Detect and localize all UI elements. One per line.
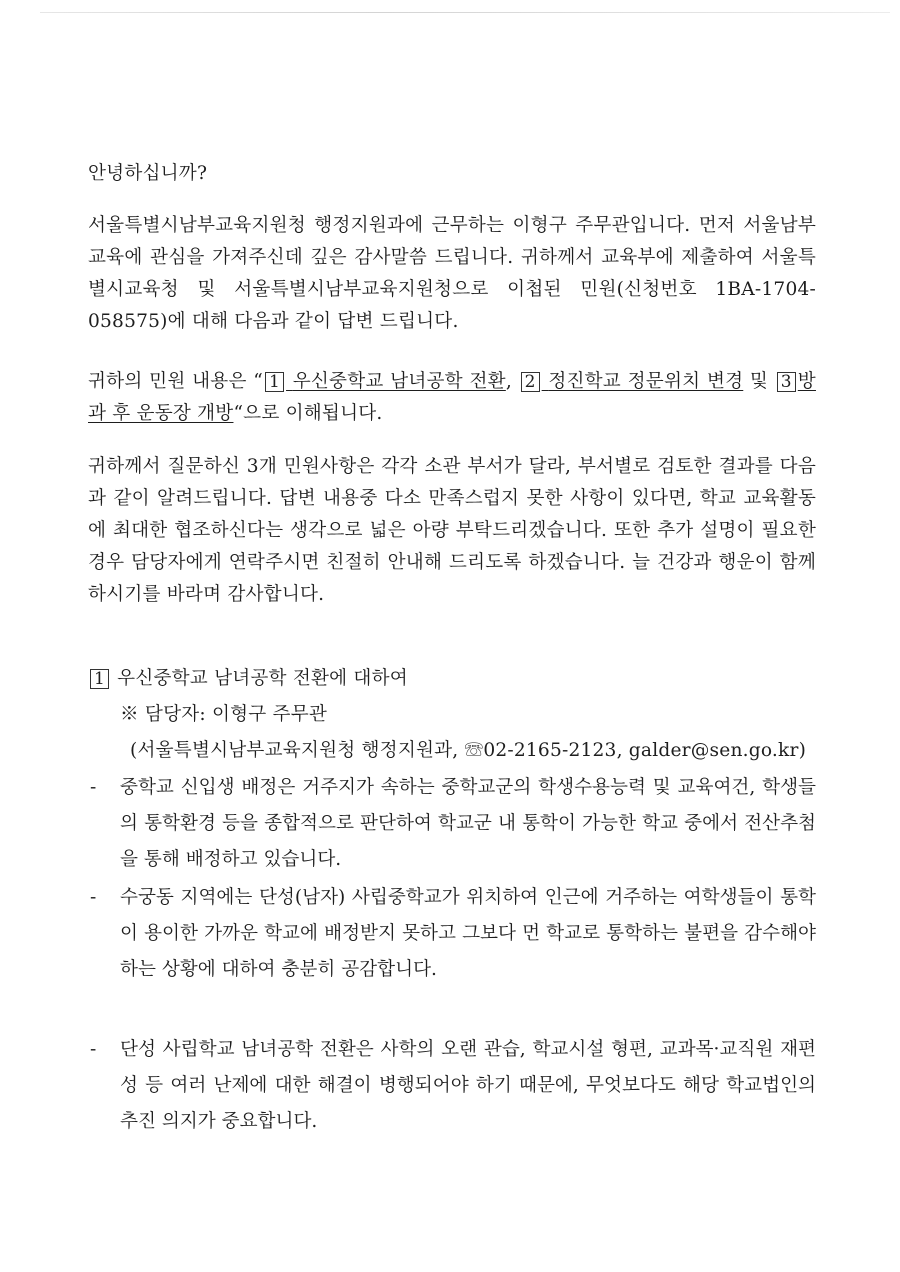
- bullet-item: [90, 1032, 816, 1140]
- bullet-text: 중학교 신입생 배정은 거주지가 속하는 중학교군의 학생수용능력 및 교육여건, 학생들의 통학환경 등을 종합적으로 판단하여 학교군 내 통학이 가능한 학교 중에서 전산추첨을 통해 배정하고 있습니다.: [120, 777, 816, 870]
- bullet-dash: -: [90, 887, 97, 908]
- item-1-number-box: 1: [265, 372, 284, 392]
- summary-item-2: [519, 371, 744, 392]
- bullet-dash: -: [90, 777, 97, 798]
- summary-sep-1: ,: [505, 371, 519, 392]
- bullet-text: 수궁동 지역에는 단성(남자) 사립중학교가 위치하여 인근에 거주하는 여학생들이 통학이 용이한 가까운 학교에 배정받지 못하고 그보다 먼 학교로 통학하는 불편을 감수해야 하는 상황에 대하여 충분히 공감합니다.: [120, 887, 816, 980]
- greeting: 안녕하십니까?: [88, 163, 208, 184]
- item-3-text: 방과 후 운동장 개방: [88, 371, 816, 424]
- item-1-text: 우신중학교 남녀공학 전환: [292, 371, 506, 392]
- scan-top-edge: [40, 12, 890, 13]
- bullet-text: 단성 사립학교 남녀공학 전환은 사학의 오랜 관습, 학교시설 형편, 교과목·교직원 재편성 등 여러 난제에 대한 해결이 병행되어야 하기 때문에, 무엇보다도 해당 학교법인의 추진 의지가 중요합니다.: [120, 1039, 816, 1132]
- bullet-dash: -: [90, 1039, 97, 1060]
- section-1-heading: [88, 663, 816, 695]
- section-1-title: 우신중학교 남녀공학 전환에 대하여: [117, 668, 408, 689]
- summary-prefix: 귀하의 민원 내용은 “: [88, 371, 263, 392]
- item-3-number-box: 3: [777, 372, 796, 392]
- item-2-number-box: 2: [521, 372, 540, 392]
- item-2-text: 정진학교 정문위치 변경: [548, 371, 744, 392]
- response-paragraph: 귀하께서 질문하신 3개 민원사항은 각각 소관 부서가 달라, 부서별로 검토한 결과를 다음과 같이 알려드립니다. 답변 내용중 다소 만족스럽지 못한 사항이 있다면, 학교 교육활동에 최대한 협조하신다는 생각으로 넓은 아량 부탁드리겠습니다. 또한 추가 설명이 필요한 경우 담당자에게 연락주시면 친절히 안내해 드리도록 하겠습니다. 늘 건강과 행운이 함께 하시기를 바라며 감사합니다.: [88, 456, 816, 605]
- contact-detail: (서울특별시남부교육지원청 행정지원과, ☏02-2165-2123, galder@sen.go.kr): [130, 740, 807, 761]
- bullet-item: [90, 880, 816, 988]
- summary-item-1: [263, 371, 506, 392]
- section-1-number-box: 1: [90, 669, 109, 689]
- complaint-summary: [88, 366, 816, 430]
- intro-paragraph: 서울특별시남부교육지원청 행정지원과에 근무하는 이형구 주무관입니다. 먼저 서울남부교육에 관심을 가져주신데 깊은 감사말씀 드립니다. 귀하께서 교육부에 제출하여 서울특별시교육청 및 서울특별시남부교육지원청으로 이첩된 민원(신청번호 1BA-1704-058575)에 대해 다음과 같이 답변 드립니다.: [88, 215, 816, 332]
- summary-sep-2: 및: [743, 371, 775, 392]
- bullet-item: [90, 770, 816, 878]
- contact-label: ※ 담당자: 이형구 주무관: [120, 704, 328, 725]
- summary-suffix: “으로 이해됩니다.: [233, 403, 383, 424]
